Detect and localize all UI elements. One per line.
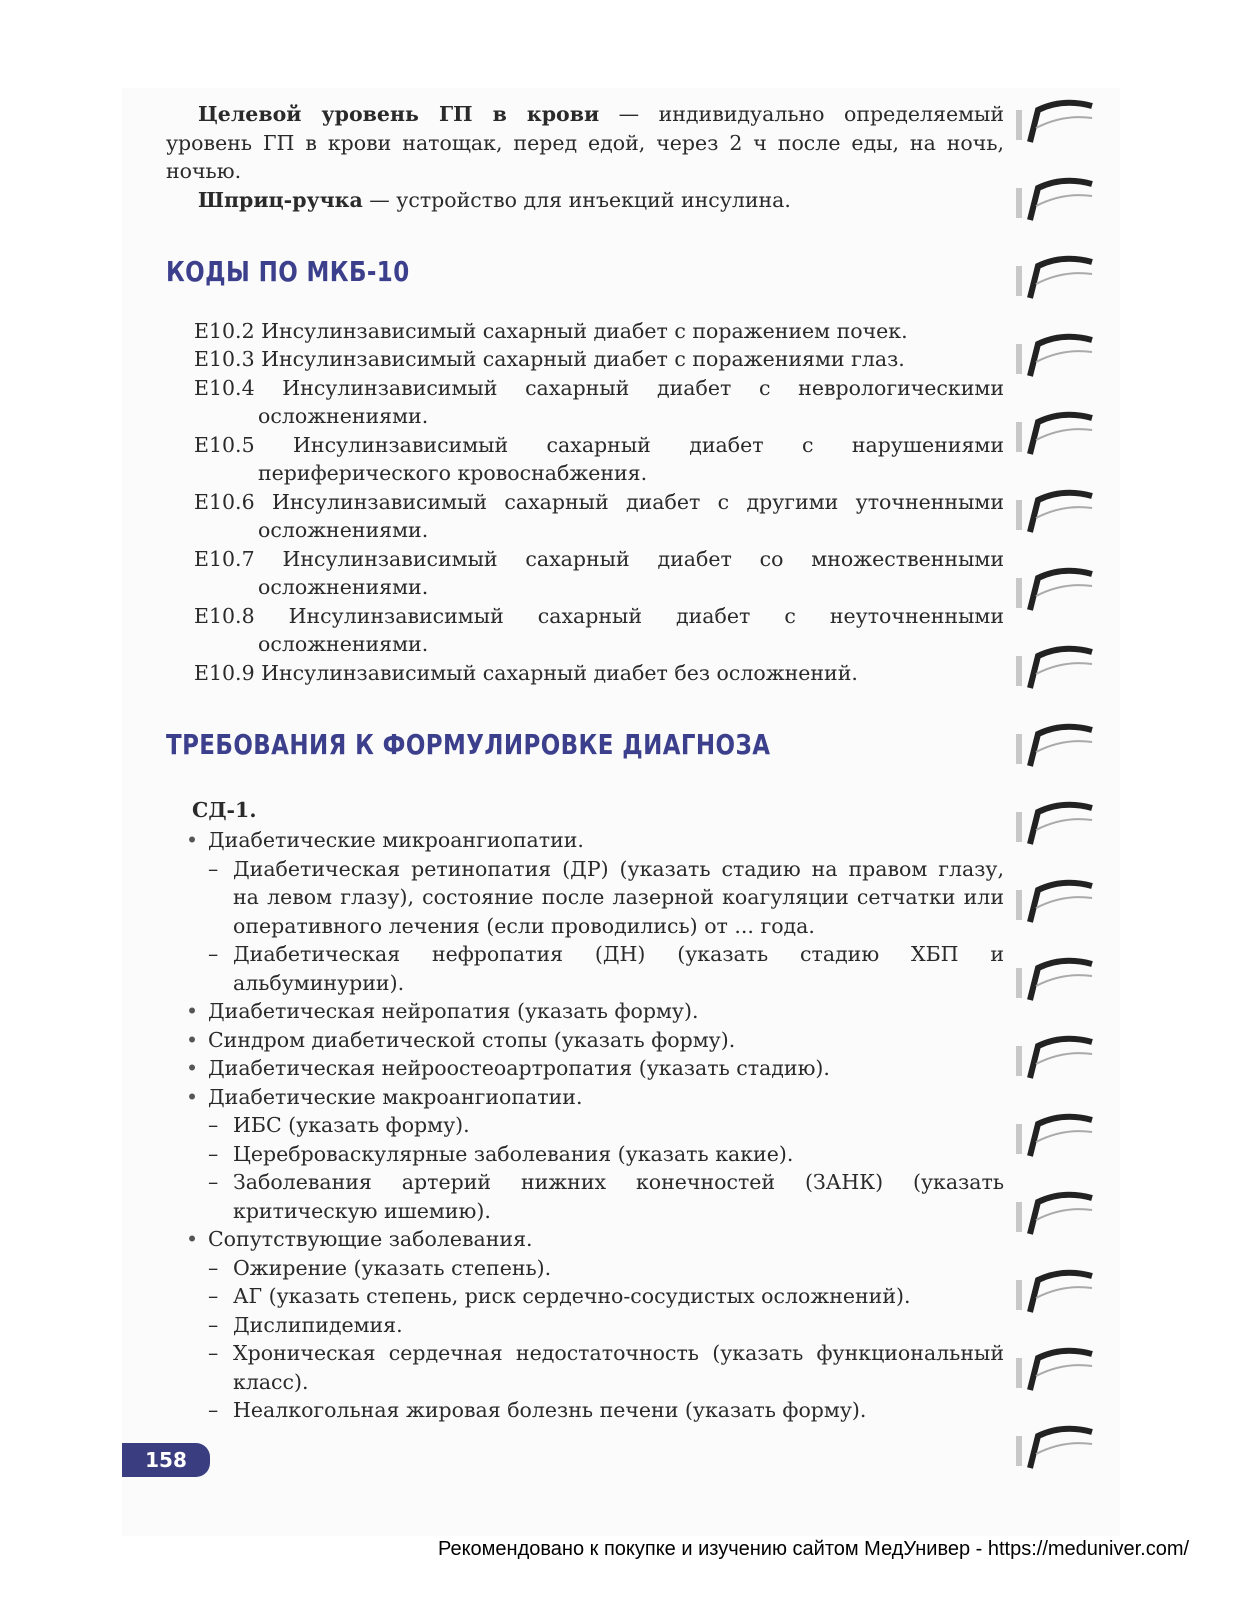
diagnosis-dash-item: – АГ (указать степень, риск сердечно-сосудистых осложнений).: [166, 1282, 1004, 1311]
definition-target-glucose: [166, 100, 1004, 186]
diagnosis-bullet-item: • Синдром диабетической стопы (указать форму).: [166, 1026, 1004, 1055]
diagnosis-list: [166, 826, 1004, 1425]
definition-term: Шприц-ручка: [198, 187, 363, 212]
spiral-ring: [1016, 1195, 1092, 1234]
definition-text: — устройство для инъекций инсулина.: [362, 187, 791, 212]
page-content: [166, 100, 1004, 1425]
spiral-ring: [1016, 571, 1092, 610]
definition-text: — индивидуально определяемый уровень ГП в крови натощак, перед едой, через 2 ч после еды, на ночь, ночью.: [166, 102, 1004, 183]
spiral-ring: [1016, 259, 1092, 298]
spiral-ring: [1016, 1429, 1092, 1468]
spiral-ring: [1016, 961, 1092, 1000]
definition-syringe-pen: [166, 186, 1004, 215]
diagnosis-dash-item: – Дислипидемия.: [166, 1311, 1004, 1340]
diagnosis-dash-item: – Неалкогольная жировая болезнь печени (указать форму).: [166, 1396, 1004, 1425]
diagnosis-dash-item: – Цереброваскулярные заболевания (указать какие).: [166, 1140, 1004, 1169]
icd-code-list: [194, 317, 1004, 688]
spiral-ring: [1016, 493, 1092, 532]
diagnosis-dash-item: – Заболевания артерий нижних конечностей (ЗАНК) (указать критическую ишемию).: [166, 1168, 1004, 1225]
diagnosis-bullet-item: • Сопутствующие заболевания.: [166, 1225, 1004, 1254]
spiral-ring: [1016, 103, 1092, 142]
spiral-ring: [1016, 1117, 1092, 1156]
diagnosis-dash-item: – Ожирение (указать степень).: [166, 1254, 1004, 1283]
diagnosis-dash-item: – ИБС (указать форму).: [166, 1111, 1004, 1140]
spiral-ring: [1016, 805, 1092, 844]
spiral-ring: [1016, 415, 1092, 454]
spiral-ring: [1016, 727, 1092, 766]
diagnosis-bullet-item: • Диабетическая нейропатия (указать форму).: [166, 997, 1004, 1026]
icd-code-item: E10.2 Инсулинзависимый сахарный диабет с поражением почек.: [194, 318, 908, 343]
diagnosis-bullet-item: • Диабетические микроангиопатии.: [166, 826, 1004, 855]
sd-label: СД-1.: [192, 797, 257, 822]
diagnosis-bullet-item: • Диабетические макроангиопатии.: [166, 1083, 1004, 1112]
spiral-binding: [1008, 92, 1098, 1492]
requirements-heading: ТРЕБОВАНИЯ К ФОРМУЛИРОВКЕ ДИАГНОЗА: [166, 728, 771, 761]
icd-heading: КОДЫ ПО МКБ-10: [166, 255, 410, 288]
footer-text[interactable]: Рекомендовано к покупке и изучению сайтом МедУнивер - https://meduniver.com/: [438, 1538, 1190, 1560]
spiral-ring: [1016, 181, 1092, 220]
spiral-ring: [1016, 883, 1092, 922]
icd-code-item: E10.6 Инсулинзависимый сахарный диабет с другими уточненными осложнениями.: [194, 489, 1004, 542]
icd-code-item: E10.3 Инсулинзависимый сахарный диабет с поражениями глаз.: [194, 347, 905, 371]
diagnosis-dash-item: – Хроническая сердечная недостаточность (указать функциональный класс).: [166, 1339, 1004, 1396]
spiral-ring: [1016, 649, 1092, 688]
spiral-ring: [1016, 1351, 1092, 1390]
icd-code-item: E10.9 Инсулинзависимый сахарный диабет без осложнений.: [194, 660, 858, 685]
diagnosis-dash-item: – Диабетическая нефропатия (ДН) (указать стадию ХБП и альбуминурии).: [166, 940, 1004, 997]
icd-code-item: E10.4 Инсулинзависимый сахарный диабет с неврологическими осложнениями.: [194, 375, 1004, 428]
icd-code-item: E10.7 Инсулинзависимый сахарный диабет со множественными осложнениями.: [194, 546, 1004, 599]
diagnosis-dash-item: – Диабетическая ретинопатия (ДР) (указать стадию на правом глазу, на левом глазу), состояние после лазерной коагуляции сетчатки или оперативного лечения (если проводились) от ... года.: [166, 855, 1004, 941]
icd-code-item: E10.5 Инсулинзависимый сахарный диабет с нарушениями периферического кровоснабжения.: [194, 432, 1004, 485]
diagnosis-bullet-item: • Диабетическая нейроостеоартропатия (указать стадию).: [166, 1054, 1004, 1083]
spiral-ring: [1016, 337, 1092, 376]
icd-code-item: E10.8 Инсулинзависимый сахарный диабет с неуточненными осложнениями.: [194, 603, 1004, 656]
spiral-ring: [1016, 1039, 1092, 1078]
definition-term: Целевой уровень ГП в крови: [198, 102, 600, 126]
spiral-ring: [1016, 1273, 1092, 1312]
page-number: 158: [122, 1443, 210, 1477]
